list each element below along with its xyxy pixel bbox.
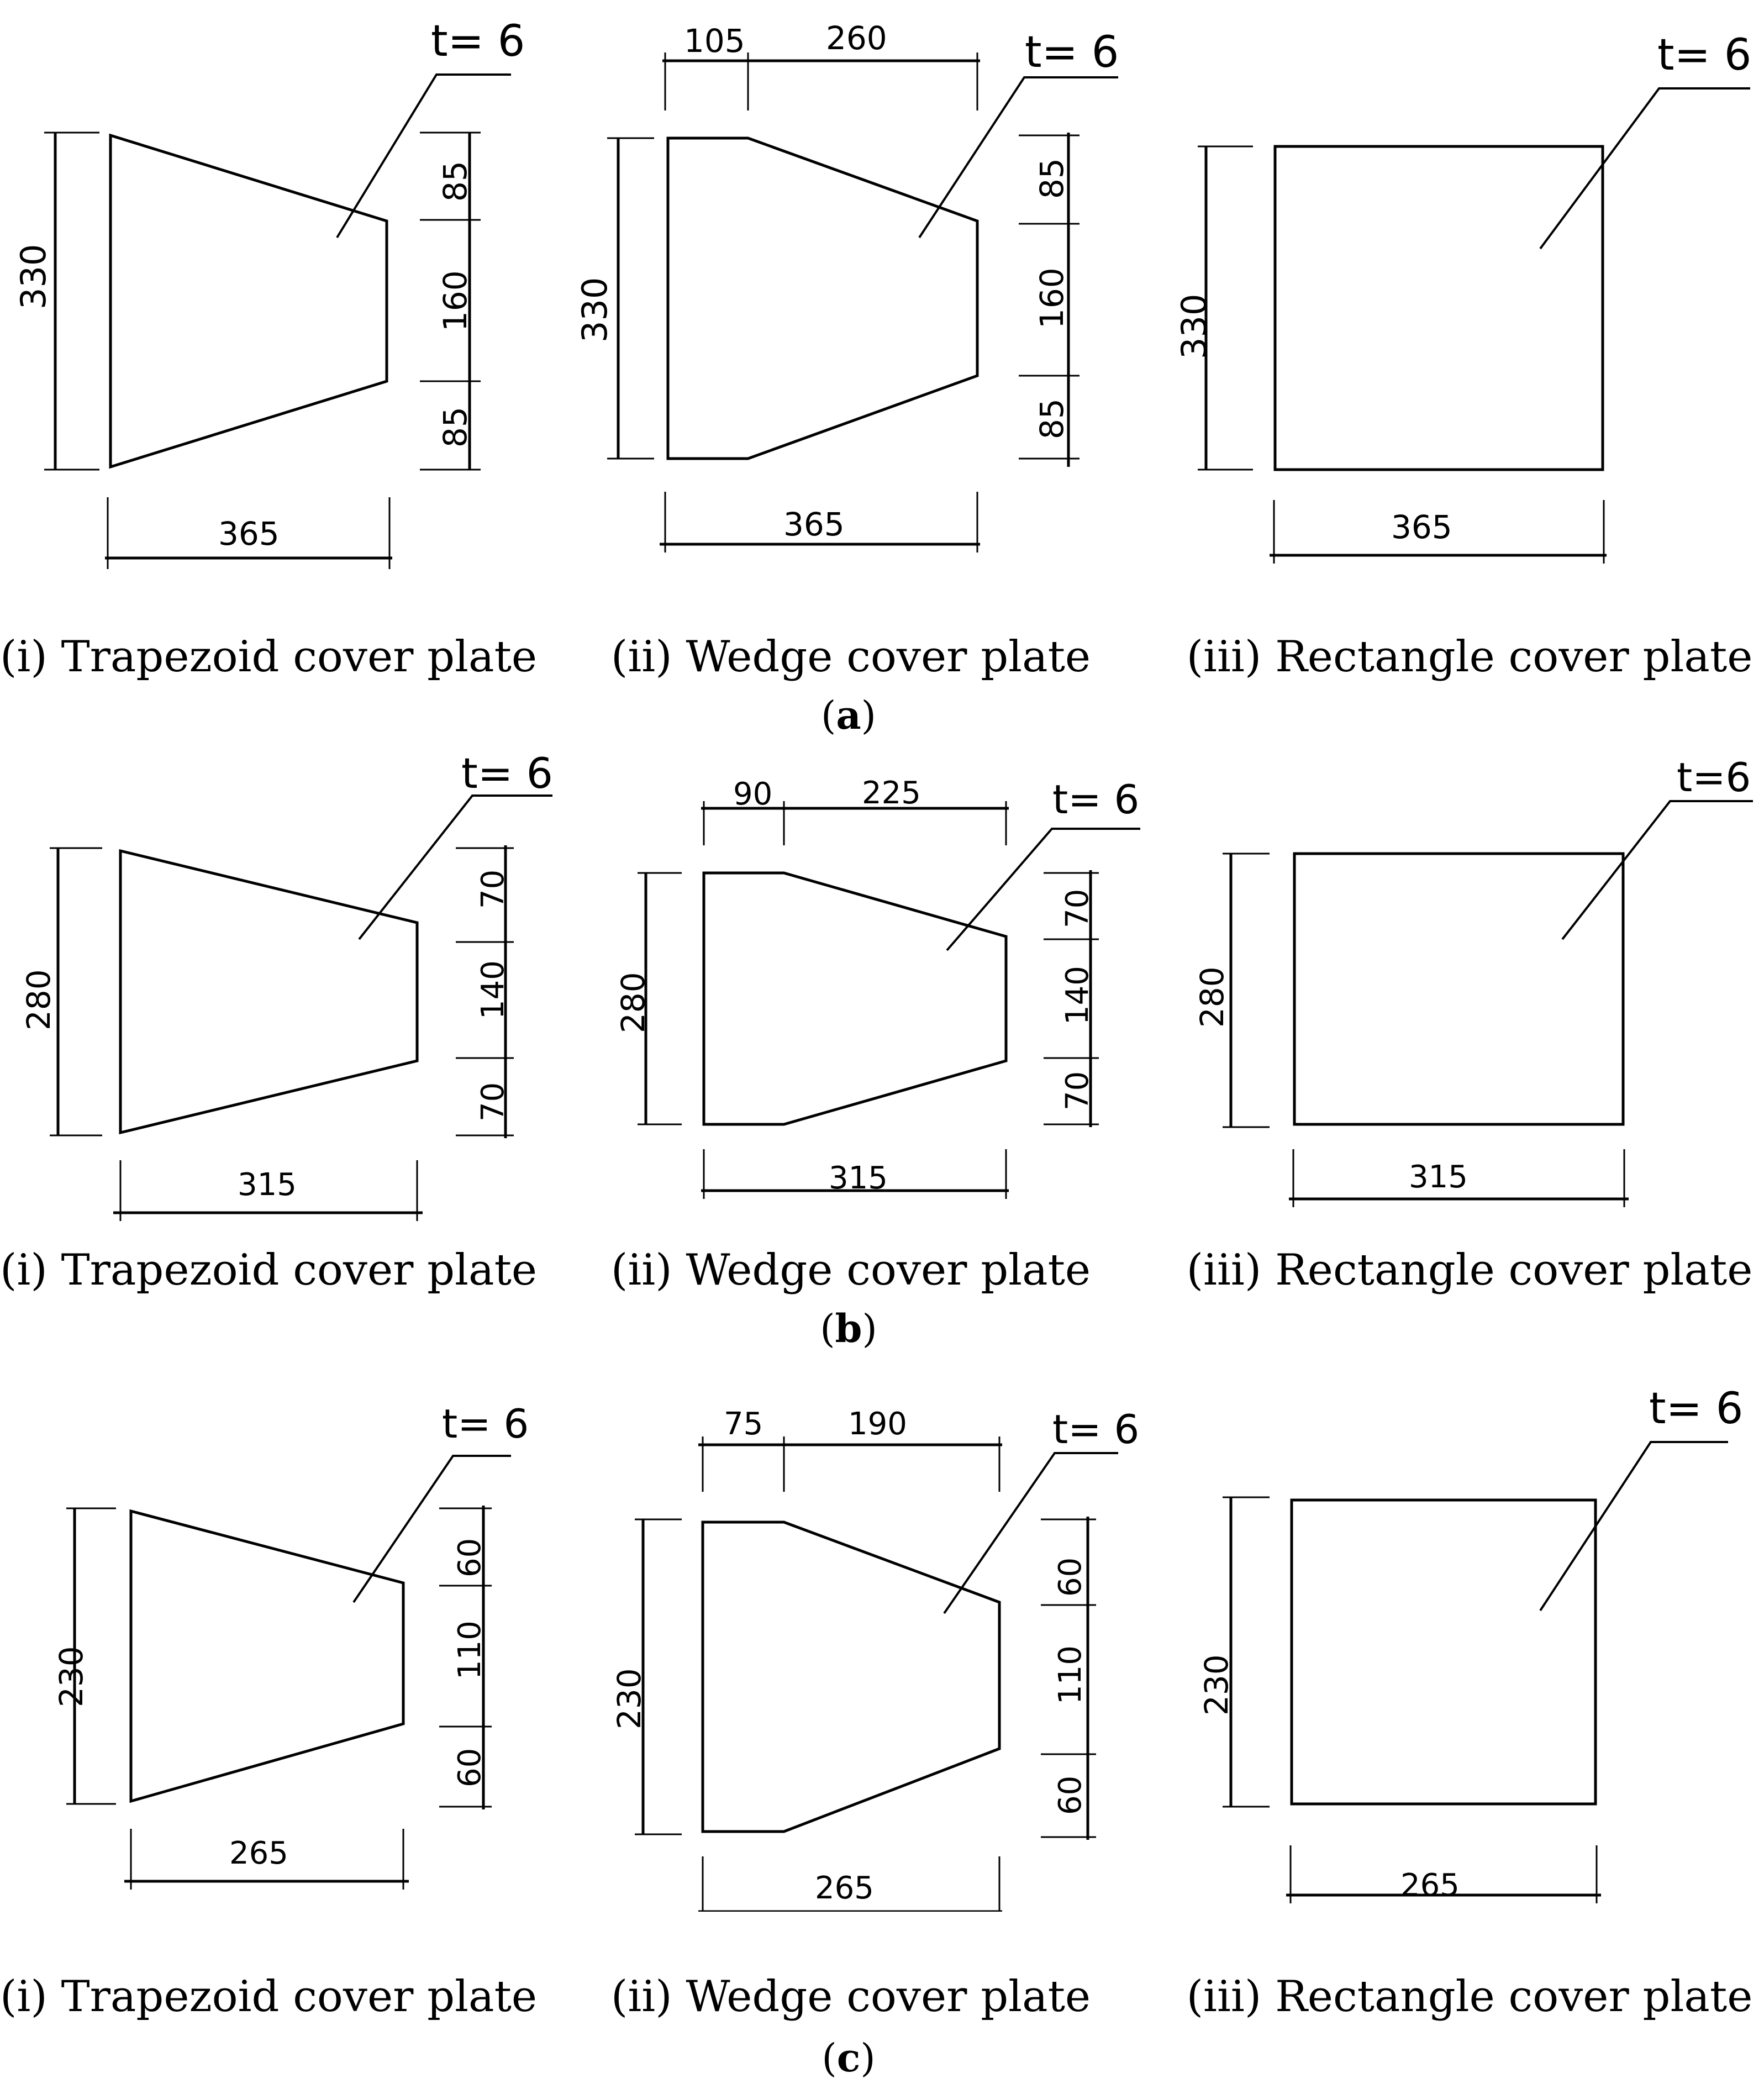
segment-label: 70 [1060, 1071, 1096, 1111]
segment-label: 70 [475, 869, 511, 909]
width-label: 365 [783, 506, 845, 543]
drawing-a-rectangle [1176, 0, 1764, 608]
segment-label: 110 [452, 1620, 488, 1680]
segment-label: 110 [1052, 1645, 1088, 1704]
leader-line [359, 796, 552, 939]
panel-caption: (iii) Rectangle cover plate [1186, 1972, 1753, 2022]
segment-label: 70 [475, 1082, 511, 1122]
height-label: 230 [1198, 1654, 1235, 1716]
plate-outline [1294, 854, 1623, 1124]
plate-outline [704, 873, 1006, 1124]
panel-caption: (iii) Rectangle cover plate [1186, 632, 1753, 682]
width-label: 265 [229, 1835, 288, 1871]
segment-label: 140 [1060, 966, 1096, 1025]
leader-line [1540, 88, 1750, 249]
top-segment-label: 225 [862, 775, 921, 811]
drawing-b-rectangle [1176, 740, 1764, 1238]
height-label: 230 [610, 1668, 648, 1729]
segment-label: 85 [436, 407, 474, 448]
thickness-label: t= 6 [1657, 30, 1752, 80]
height-label: 230 [52, 1646, 90, 1707]
plate-outline [1292, 1500, 1596, 1804]
height-label: 330 [13, 244, 54, 309]
segment-label: 160 [1033, 267, 1071, 329]
panel-caption: (iii) Rectangle cover plate [1186, 1245, 1753, 1295]
segment-label: 140 [475, 960, 511, 1019]
width-label: 315 [238, 1167, 297, 1203]
plate-outline [703, 1522, 999, 1832]
segment-label: 60 [1052, 1557, 1088, 1597]
group-label: (a) [821, 692, 876, 738]
group-label: (c) [822, 2035, 876, 2081]
height-label: 280 [1193, 966, 1231, 1028]
plate-outline [1275, 146, 1603, 470]
leader-line [1540, 1442, 1728, 1611]
thickness-label: t= 6 [461, 749, 553, 798]
plate-outline [131, 1511, 403, 1801]
width-label: 265 [815, 1870, 874, 1906]
thickness-label: t= 6 [1052, 1406, 1140, 1453]
drawing-a-trapezoid [0, 0, 588, 608]
height-label: 330 [575, 277, 615, 343]
plate-outline [120, 851, 417, 1133]
segment-label: 85 [436, 161, 474, 202]
segment-label: 85 [1033, 398, 1071, 439]
segment-label: 85 [1033, 158, 1071, 199]
width-label: 365 [218, 515, 280, 552]
top-segment-label: 260 [826, 19, 887, 57]
thickness-label: t= 6 [431, 17, 525, 66]
top-segment-label: 75 [724, 1406, 763, 1442]
segment-label: 60 [452, 1748, 488, 1787]
top-segment-label: 190 [848, 1406, 907, 1442]
width-label: 265 [1400, 1867, 1460, 1903]
panel-caption: (i) Trapezoid cover plate [0, 1245, 538, 1295]
width-label: 315 [829, 1160, 888, 1196]
segment-label: 160 [436, 270, 474, 331]
segment-label: 70 [1060, 888, 1096, 928]
thickness-label: t= 6 [1025, 28, 1119, 77]
top-segment-label: 105 [684, 22, 745, 60]
panel-caption: (ii) Wedge cover plate [610, 632, 1091, 682]
width-label: 365 [1391, 508, 1452, 546]
leader-line [1562, 801, 1753, 939]
thickness-label: t= 6 [1052, 776, 1140, 823]
panel-caption: (i) Trapezoid cover plate [0, 1972, 538, 2022]
panel-caption: (ii) Wedge cover plate [610, 1245, 1091, 1295]
plate-outline [110, 135, 387, 467]
plate-outline [668, 138, 977, 459]
drawing-a-wedge [588, 0, 1176, 608]
thickness-label: t= 6 [1649, 1384, 1744, 1434]
height-label: 280 [20, 969, 57, 1030]
leader-line [354, 1456, 511, 1602]
height-label: 280 [614, 972, 652, 1033]
width-label: 315 [1409, 1159, 1468, 1195]
group-label: (b) [820, 1306, 877, 1351]
thickness-label: t=6 [1677, 754, 1751, 801]
height-label: 330 [1174, 293, 1214, 359]
panel-caption: (i) Trapezoid cover plate [0, 632, 538, 682]
leader-line [947, 829, 1140, 950]
panel-caption: (ii) Wedge cover plate [610, 1972, 1091, 2022]
leader-line [944, 1453, 1118, 1613]
thickness-label: t= 6 [442, 1401, 529, 1447]
segment-label: 60 [1052, 1775, 1088, 1815]
drawing-c-rectangle [1176, 1359, 1764, 1912]
top-segment-label: 90 [733, 776, 773, 812]
segment-label: 60 [452, 1538, 488, 1577]
leader-line [919, 77, 1118, 238]
